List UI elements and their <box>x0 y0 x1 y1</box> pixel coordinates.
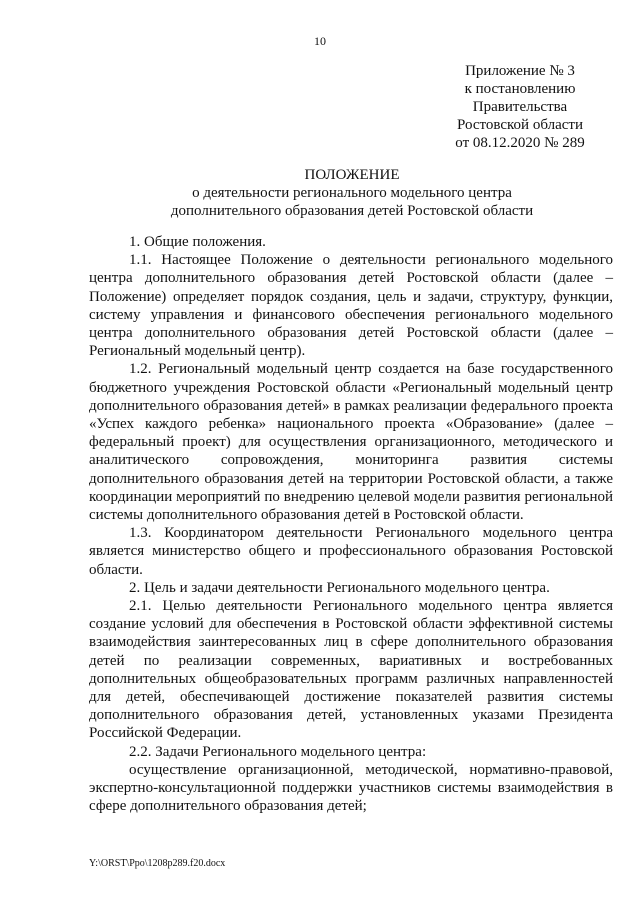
paragraph-1-3: 1.3. Координатором деятельности Регионального модельного центра является министерство общего и профессионального образования Ростовской области. <box>89 525 613 578</box>
title-subtitle-line-2: дополнительного образования детей Ростовской области <box>170 203 534 219</box>
page-number: 10 <box>314 34 326 48</box>
appendix-line-1: Приложение № 3 <box>465 63 575 79</box>
paragraph-2-2: 2.2. Задачи Регионального модельного центра: <box>129 743 427 760</box>
appendix-line-4: Ростовской области <box>457 117 583 133</box>
paragraph-1-1: 1.1. Настоящее Положение о деятельности регионального модельного центра дополнительного образования детей Ростовской области (далее – Положение) определяет порядок создания, цель и задачи, структуру, функции, систему управления и финансового обеспечения регионального модельного центра дополнительного образования детей Ростовской области (далее – Региональный модельный центр). <box>89 252 613 360</box>
paragraph-2-2-item-1: осуществление организационной, методической, нормативно-правовой, экспертно-консультационной поддержки участников системы взаимодействия в сфере дополнительного образования детей; <box>89 761 613 815</box>
footer-file-path: Y:\ORST\Ppo\1208p289.f20.docx <box>89 858 226 869</box>
document-title <box>80 166 624 220</box>
appendix-line-5: от 08.12.2020 № 289 <box>455 135 585 151</box>
title-subtitle-line-1: о деятельности регионального модельного центра <box>192 185 512 201</box>
appendix-block <box>440 62 600 152</box>
appendix-line-3: Правительства <box>472 99 568 115</box>
paragraph-2-1: 2.1. Целью деятельности Регионального модельного центра является создание условий для обеспечения в Ростовской области эффективной системы взаимодействия заинтересованных лиц в сфере дополнительного образования детей по реализации современных, вариативных и востребованных дополнительных общеобразовательных программ различных направленностей для детей, обеспечивающей достижение показателей развития системы дополнительного образования детей, установленных указами Президента Российской Федерации. <box>89 598 613 742</box>
section-heading-1: 1. Общие положения. <box>129 234 266 250</box>
paragraph-1-2: 1.2. Региональный модельный центр создается на базе государственного бюджетного учреждения Ростовской области «Региональный модельный центр дополнительного образования детей» в рамках реализации федерального проекта «Успех каждого ребенка» национального проекта «Образование» (далее – федеральный проект) для осуществления организационного, методического и аналитического сопровождения, мониторинга развития системы дополнительного образования детей на территории Ростовской области, а также координации мероприятий по внедрению целевой модели развития региональной системы дополнительного образования детей в Ростовской области. <box>89 361 613 524</box>
section-heading-2: 2. Цель и задачи деятельности Регионального модельного центра. <box>129 579 550 596</box>
document-body <box>89 233 613 816</box>
appendix-line-2: к постановлению <box>464 81 576 97</box>
title-heading: ПОЛОЖЕНИЕ <box>304 167 400 183</box>
